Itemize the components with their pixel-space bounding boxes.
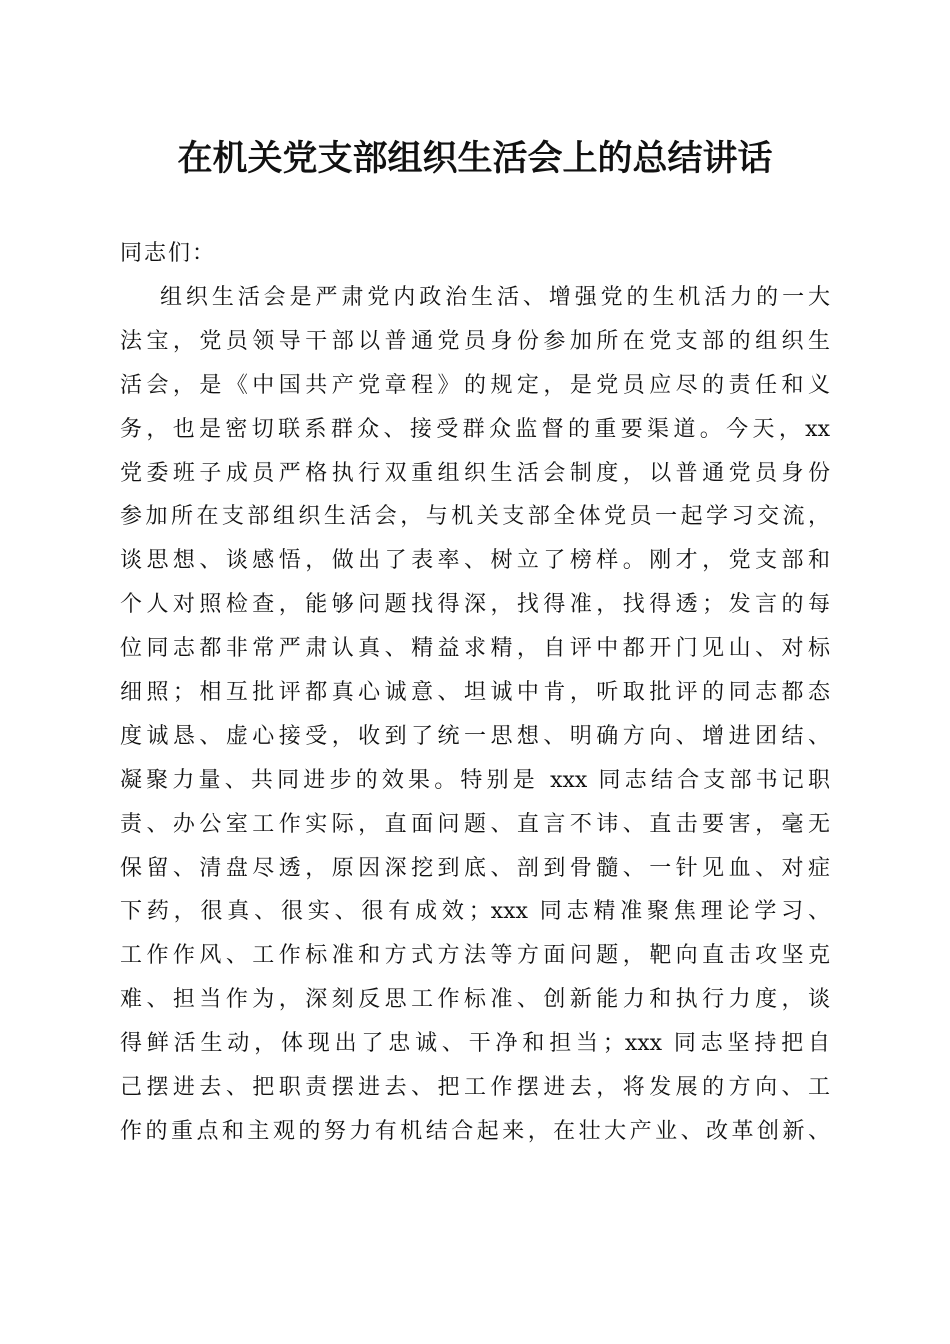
paragraph-line: 谈思想、谈感悟，做出了表率、树立了榜样。刚才，党支部和 bbox=[120, 548, 830, 574]
paragraph-line: 活会，是《中国共产党章程》的规定，是党员应尽的责任和义 bbox=[120, 372, 830, 398]
paragraph-line: 得鲜活生动，体现出了忠诚、干净和担当；xxx 同志坚持把自 bbox=[120, 1031, 830, 1057]
paragraph-line: 度诚恳、虚心接受，收到了统一思想、明确方向、增进团结、 bbox=[120, 723, 830, 749]
paragraph-line: 法宝，党员领导干部以普通党员身份参加所在党支部的组织生 bbox=[120, 328, 830, 354]
paragraph-line: 细照；相互批评都真心诚意、坦诚中肯，听取批评的同志都态 bbox=[120, 680, 830, 706]
paragraph-line: 组织生活会是严肃党内政治生活、增强党的生机活力的一大 bbox=[160, 285, 830, 310]
paragraph-line: 己摆进去、把职责摆进去、把工作摆进去，将发展的方向、工 bbox=[120, 1075, 830, 1101]
paragraph-line: 党委班子成员严格执行双重组织生活会制度，以普通党员身份 bbox=[120, 460, 830, 486]
paragraph-line: 务，也是密切联系群众、接受群众监督的重要渠道。今天，xx bbox=[120, 416, 830, 442]
document-title: 在机关党支部组织生活会上的总结讲话 bbox=[177, 138, 773, 179]
paragraph-line: 责、办公室工作实际，直面问题、直言不讳、直击要害，毫无 bbox=[120, 811, 830, 837]
paragraph-line: 参加所在支部组织生活会，与机关支部全体党员一起学习交流， bbox=[120, 504, 830, 530]
paragraph-line: 难、担当作为，深刻反思工作标准、创新能力和执行力度，谈 bbox=[120, 987, 830, 1013]
paragraph-line: 下药，很真、很实、很有成效；xxx 同志精准聚焦理论学习、 bbox=[120, 899, 830, 925]
body-paragraph bbox=[120, 276, 830, 1154]
salutation: 同志们： bbox=[120, 241, 217, 266]
paragraph-line: 位同志都非常严肃认真、精益求精，自评中都开门见山、对标 bbox=[120, 636, 830, 662]
paragraph-line: 保留、清盘尽透，原因深挖到底、剖到骨髓、一针见血、对症 bbox=[120, 855, 830, 881]
paragraph-line: 个人对照检查，能够问题找得深，找得准，找得透；发言的每 bbox=[120, 592, 830, 618]
paragraph-line: 作的重点和主观的努力有机结合起来，在壮大产业、改革创新、 bbox=[120, 1118, 830, 1144]
paragraph-line: 工作作风、工作标准和方式方法等方面问题，靶向直击攻坚克 bbox=[120, 943, 830, 969]
paragraph-line: 凝聚力量、共同进步的效果。特别是 xxx 同志结合支部书记职 bbox=[120, 767, 830, 793]
